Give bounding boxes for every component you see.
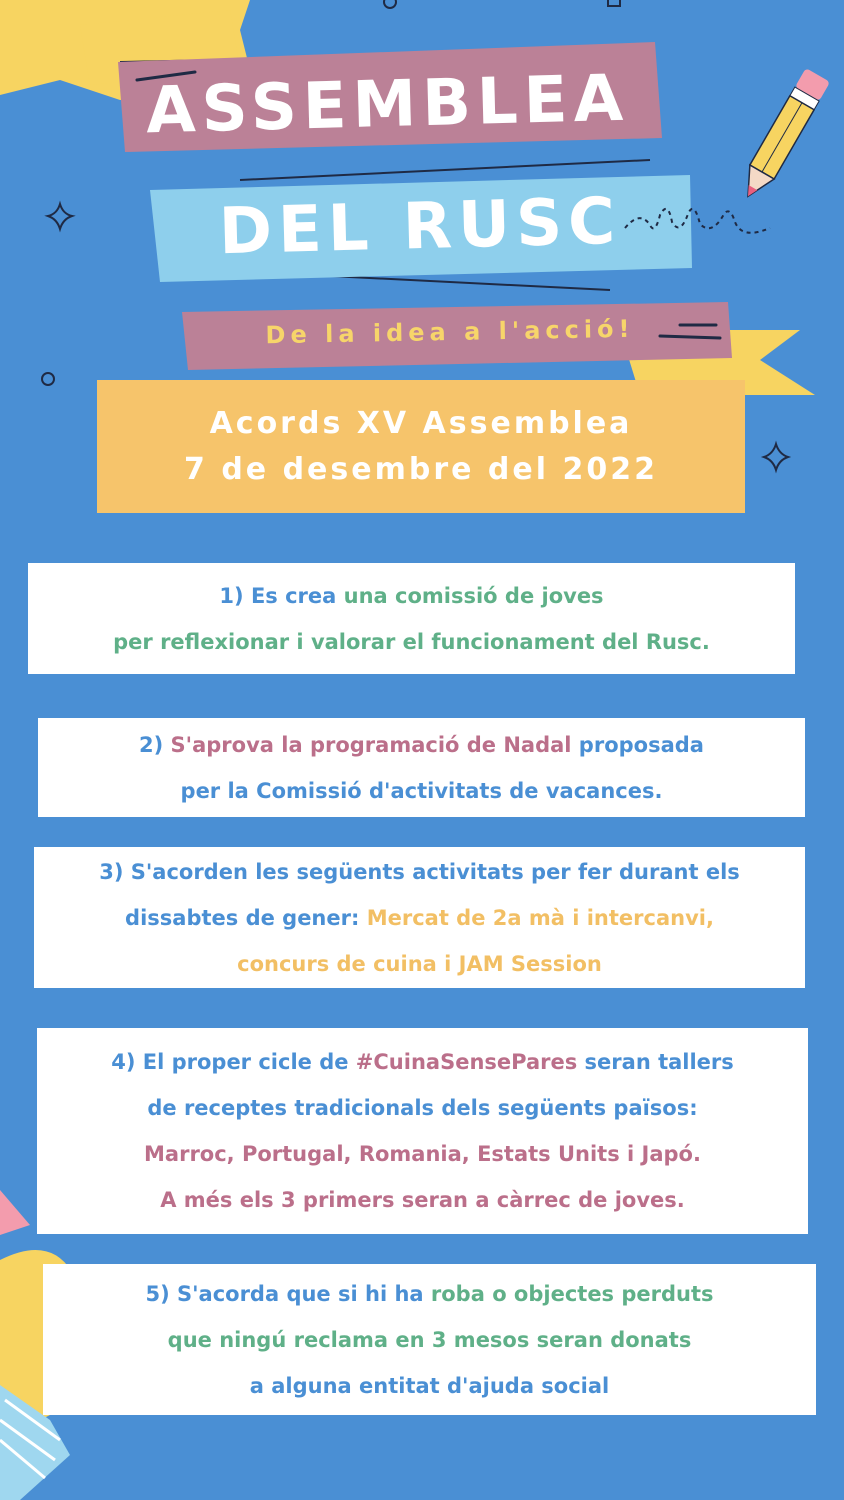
acords-box [97, 380, 745, 513]
agreement-line [237, 941, 602, 987]
agreement-text: #CuinaSensePares [355, 1050, 578, 1074]
agreement-text: 2) [139, 732, 171, 757]
agreement-card-5 [43, 1264, 816, 1415]
subtitle: De la idea a l'acció! [265, 314, 635, 350]
circle-icon [384, 0, 396, 8]
sparkle-icon [48, 204, 72, 229]
agreement-text: dissabtes de gener: [125, 905, 367, 930]
agreement-line [168, 1317, 692, 1363]
agreement-line [111, 1039, 734, 1085]
agreement-line [250, 1363, 610, 1409]
agreement-card-2 [38, 718, 805, 817]
title-line-1: ASSEMBLEA [145, 61, 630, 149]
agreement-text: 3) S'acorden les següents activitats per fer durant els [99, 859, 740, 884]
sparkle-icon [764, 444, 788, 470]
title-line-2: DEL RUSC [217, 184, 623, 270]
agreement-card-4 [37, 1028, 808, 1234]
agreement-text: roba o objectes perduts [430, 1281, 714, 1306]
agreement-line [144, 1131, 701, 1177]
agreement-text: seran tallers [577, 1050, 734, 1074]
agreement-line [219, 573, 603, 619]
agreement-text: Mercat de 2a mà i intercanvi, [366, 905, 714, 930]
agreement-line [147, 1085, 697, 1131]
agreement-text: 1) Es crea [219, 583, 344, 608]
acords-date: 7 de desembre del 2022 [184, 451, 658, 487]
agreement-line [145, 1271, 713, 1317]
agreement-line [125, 895, 714, 941]
agreement-text: Marroc, Portugal, Romania, Estats Units i Japó. [144, 1142, 701, 1166]
agreement-line [181, 768, 663, 814]
agreement-line [139, 722, 704, 768]
acords-title: Acords XV Assemblea [209, 405, 633, 441]
agreement-card-3 [34, 847, 805, 988]
agreement-card-1 [28, 563, 795, 674]
agreement-text: 4) El proper cicle de [111, 1050, 356, 1074]
agreement-text: per reflexionar i valorar el funcionament del Rusc. [113, 629, 710, 654]
circle-icon [42, 373, 54, 385]
agreement-line [160, 1177, 685, 1223]
agreement-text: S'aprova la programació de Nadal [170, 732, 572, 757]
agreement-text: per la Comissió d'activitats de vacances. [180, 778, 663, 803]
agreement-text: una comissió de joves [343, 583, 604, 608]
pencil-icon [736, 68, 830, 203]
agreement-text: concurs de cuina i JAM Session [237, 951, 602, 976]
agreement-text: de receptes tradicionals dels següents països: [147, 1096, 698, 1120]
agreement-text: A més els 3 primers seran a càrrec de joves. [160, 1188, 685, 1212]
agreement-text: a alguna entitat d'ajuda social [249, 1373, 610, 1398]
agreement-line [99, 849, 740, 895]
agreement-text: que ningú reclama en 3 mesos seran donats [167, 1327, 692, 1352]
agreement-text: 5) S'acorda que si hi ha [145, 1281, 431, 1306]
agreement-line [113, 619, 710, 665]
agreement-text: proposada [571, 732, 704, 757]
